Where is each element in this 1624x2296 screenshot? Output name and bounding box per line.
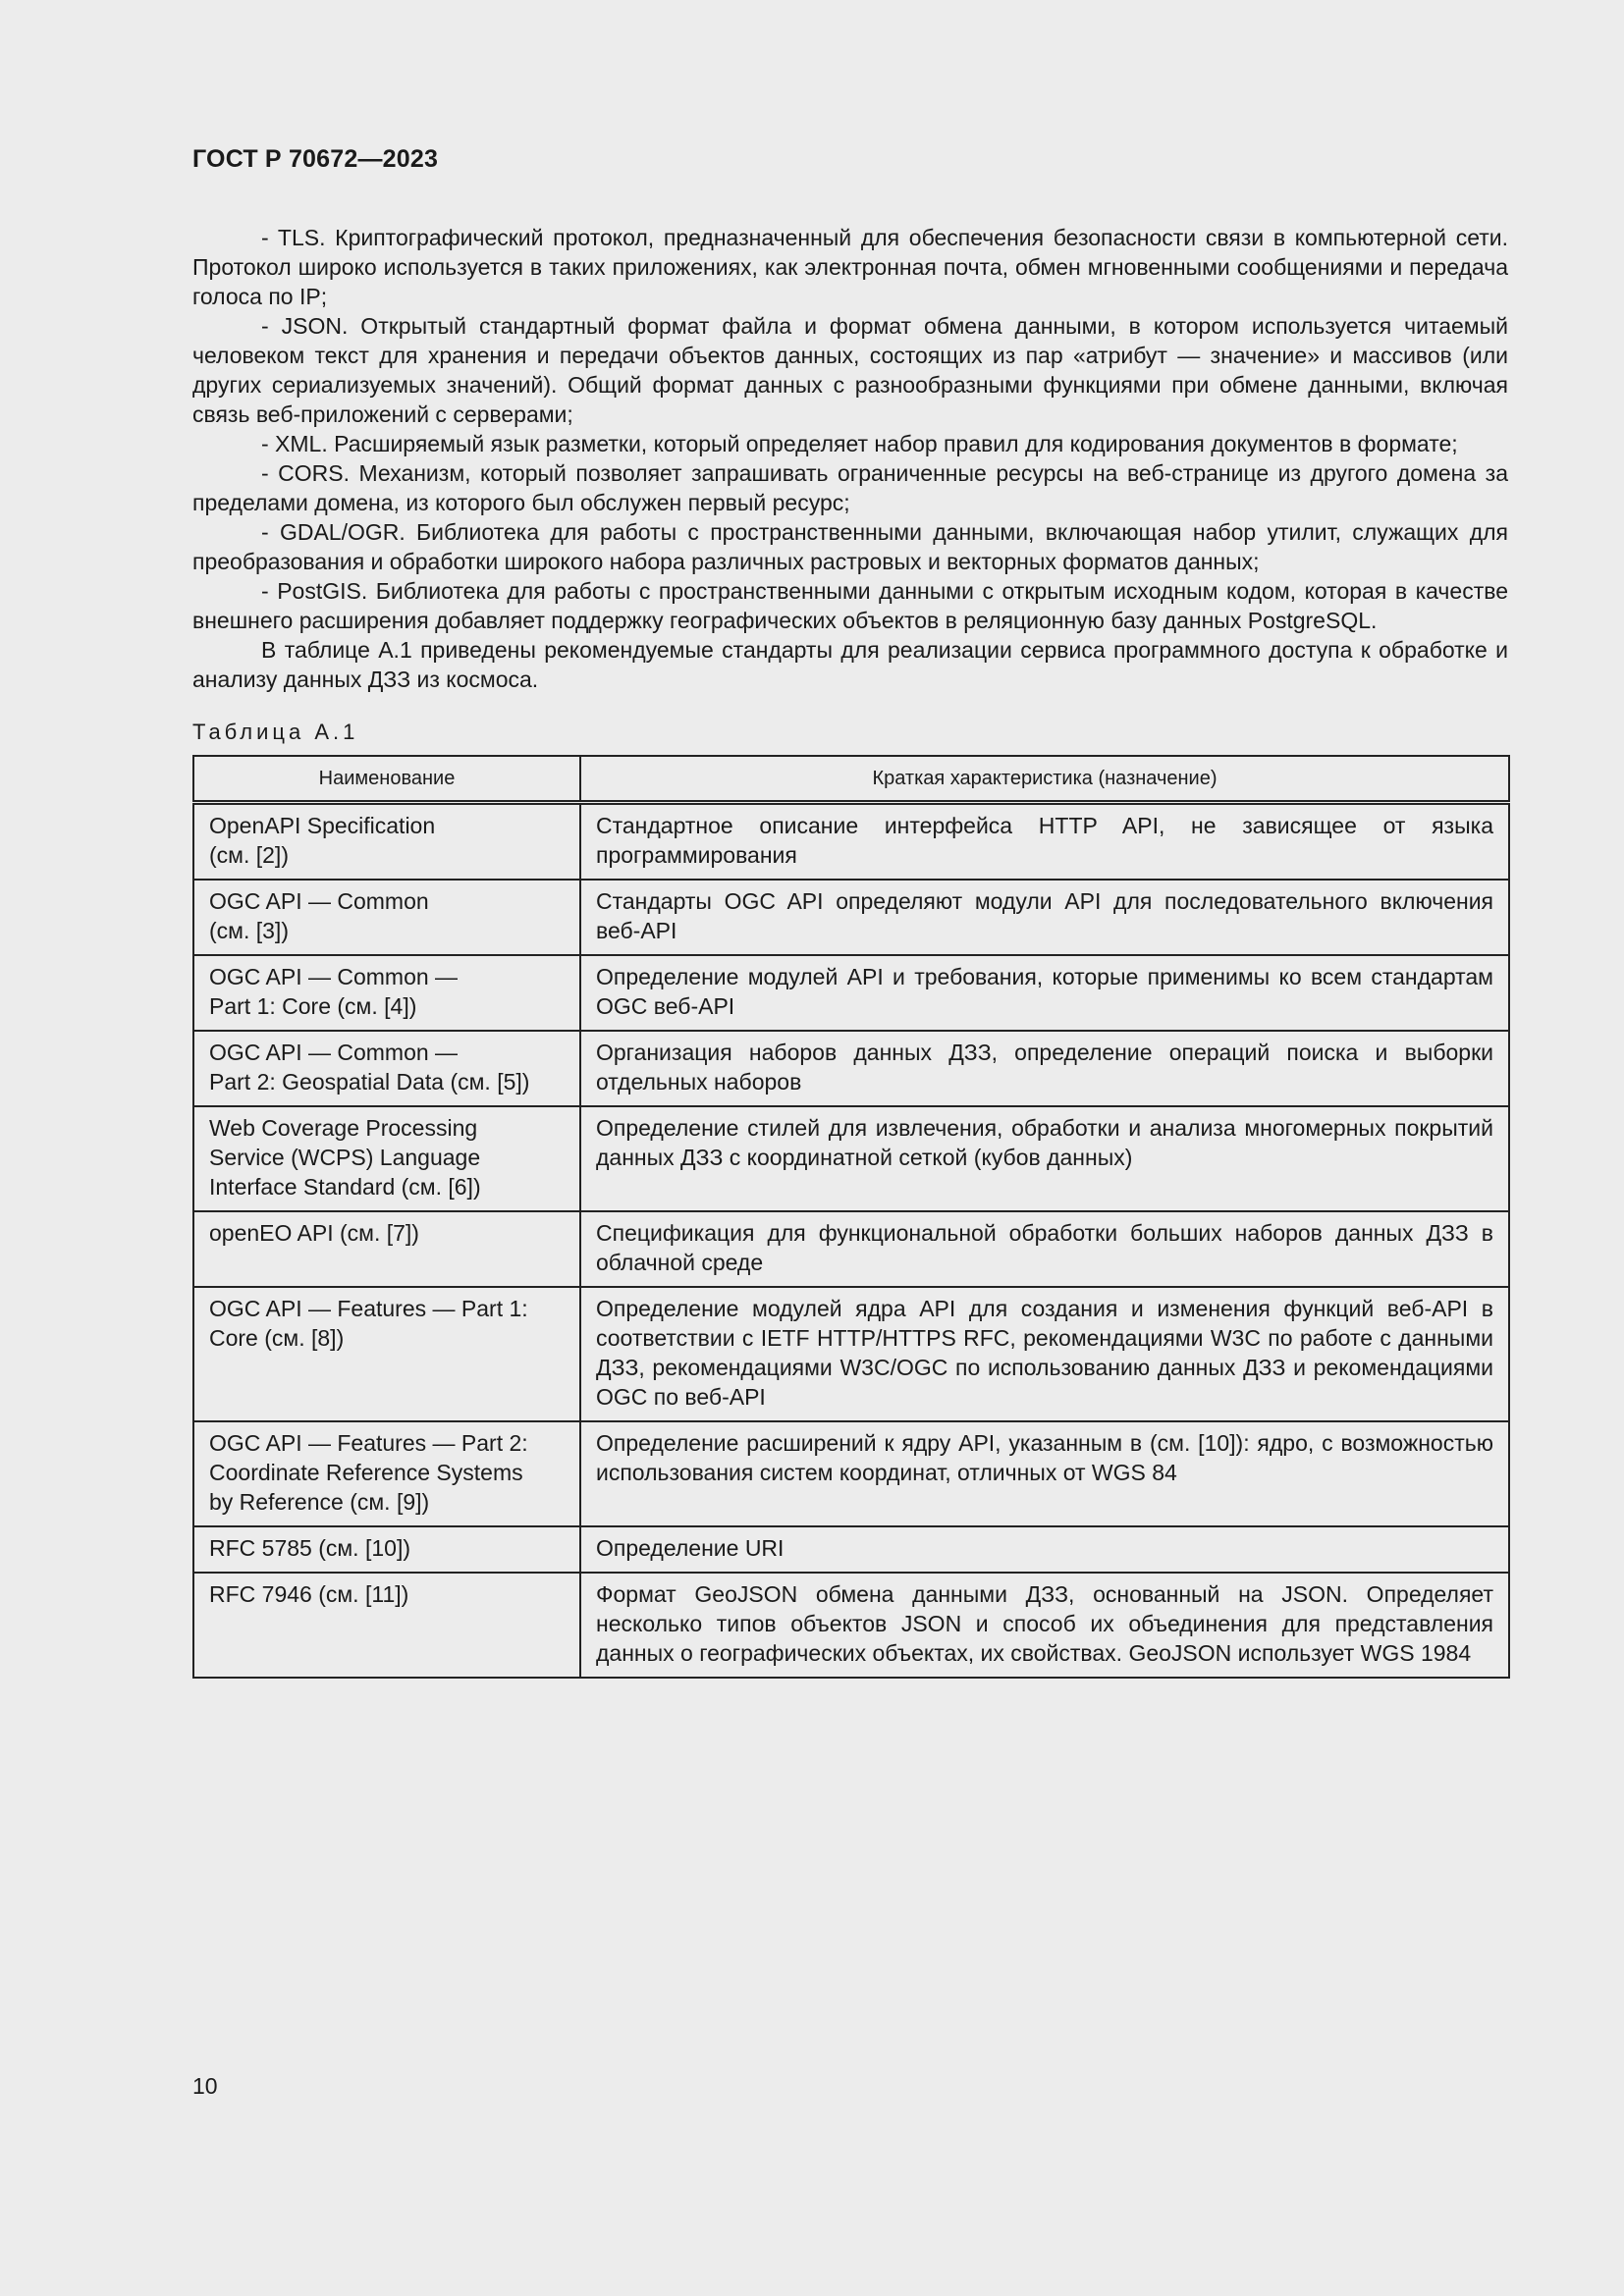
table-row — [193, 1106, 1509, 1211]
standard-description-cell: Стандарты OGC API определяют модули API для последовательного включения веб-API — [580, 880, 1509, 955]
standard-description-cell: Организация наборов данных ДЗЗ, определение операций поиска и выборки отдельных наборов — [580, 1031, 1509, 1106]
standard-description-cell: Определение стилей для извлечения, обработки и анализа многомерных покрытий данных ДЗЗ с координатной сеткой (кубов данных) — [580, 1106, 1509, 1211]
table-row — [193, 1526, 1509, 1573]
standard-description-cell: Определение расширений к ядру API, указанным в (см. [10]): ядро, с возможностью использования систем координат, отличных от WGS 84 — [580, 1421, 1509, 1526]
standard-name-cell: OGC API — Common (см. [3]) — [193, 880, 580, 955]
paragraph-json: - JSON. Открытый стандартный формат файла и формат обмена данными, в котором используется читаемый человеком текст для хранения и передачи объектов данных, состоящих из пар «атрибут — значение» и массивов (или других сериализуемых значений). Общий формат данных с разнообразными функциями при обмене данными, включая связь веб-приложений с серверами; — [192, 313, 1508, 427]
standard-description-cell: Определение модулей ядра API для создания и изменения функций веб-API в соответствии с IETF HTTP/HTTPS RFC, рекомендациями W3C по работе с данными ДЗЗ, рекомендациями W3C/OGC по использованию данных ДЗЗ и рекомендациями OGC по веб-API — [580, 1287, 1509, 1421]
standard-description-cell: Формат GeoJSON обмена данными ДЗЗ, основанный на JSON. Определяет несколько типов объектов JSON и способ их объединения для представления данных о географических объектах, их свойствах. GeoJSON использует WGS 1984 — [580, 1573, 1509, 1678]
paragraph-gdal: - GDAL/OGR. Библиотека для работы с пространственными данными, включающая набор утилит, служащих для преобразования и обработки широкого набора различных растровых и векторных форматов данных; — [192, 519, 1508, 574]
paragraph-xml: - XML. Расширяемый язык разметки, который определяет набор правил для кодирования документов в формате; — [261, 431, 1458, 456]
standard-name-cell: Web Coverage Processing Service (WCPS) Language Interface Standard (см. [6]) — [193, 1106, 580, 1211]
paragraph-table-intro: В таблице А.1 приведены рекомендуемые стандарты для реализации сервиса программного доступа к обработке и анализу данных ДЗЗ из космоса. — [192, 637, 1508, 692]
table-caption: Таблица А.1 — [192, 720, 359, 744]
standard-name-cell: OGC API — Common — Part 2: Geospatial Data (см. [5]) — [193, 1031, 580, 1106]
table-header-row — [193, 756, 1509, 803]
standard-description-cell: Определение модулей API и требования, которые применимы ко всем стандартам OGC веб-API — [580, 955, 1509, 1031]
table-body — [193, 803, 1509, 1679]
table-row — [193, 803, 1509, 881]
table-row — [193, 880, 1509, 955]
standard-name-cell: RFC 5785 (см. [10]) — [193, 1526, 580, 1573]
standard-name-cell: OGC API — Common — Part 1: Core (см. [4]) — [193, 955, 580, 1031]
column-header-name: Наименование — [193, 756, 580, 803]
paragraph-cors: - CORS. Механизм, который позволяет запрашивать ограниченные ресурсы на веб-странице из другого домена за пределами домена, из которого был обслужен первый ресурс; — [192, 460, 1508, 515]
table-row — [193, 1421, 1509, 1526]
document-page — [192, 145, 1508, 1679]
paragraph-postgis: - PostGIS. Библиотека для работы с пространственными данными с открытым исходным кодом, которая в качестве внешнего расширения добавляет поддержку географических объектов в реляционную базу данных PostgreSQL. — [192, 578, 1508, 633]
standard-description-cell: Спецификация для функциональной обработки больших наборов данных ДЗЗ в облачной среде — [580, 1211, 1509, 1287]
document-code-header: ГОСТ Р 70672—2023 — [192, 145, 439, 173]
standard-name-cell: openEO API (см. [7]) — [193, 1211, 580, 1287]
standard-name-cell: OGC API — Features — Part 2: Coordinate Reference Systems by Reference (см. [9]) — [193, 1421, 580, 1526]
standard-name-cell: RFC 7946 (см. [11]) — [193, 1573, 580, 1678]
paragraph-tls: - TLS. Криптографический протокол, предназначенный для обеспечения безопасности связи в компьютерной сети. Протокол широко используется в таких приложениях, как электронная почта, обмен мгновенными сообщениями и передача голоса по IP; — [192, 225, 1508, 309]
standard-description-cell: Определение URI — [580, 1526, 1509, 1573]
table-row — [193, 955, 1509, 1031]
standards-table — [192, 755, 1510, 1679]
table-row — [193, 1573, 1509, 1678]
body-text — [192, 223, 1508, 694]
standard-description-cell: Стандартное описание интерфейса HTTP API, не зависящее от языка программирования — [580, 803, 1509, 881]
table-row — [193, 1031, 1509, 1106]
table-row — [193, 1287, 1509, 1421]
table-row — [193, 1211, 1509, 1287]
standard-name-cell: OGC API — Features — Part 1: Core (см. [8]) — [193, 1287, 580, 1421]
column-header-description: Краткая характеристика (назначение) — [580, 756, 1509, 803]
standard-name-cell: OpenAPI Specification (см. [2]) — [193, 803, 580, 881]
page-number: 10 — [192, 2073, 218, 2099]
